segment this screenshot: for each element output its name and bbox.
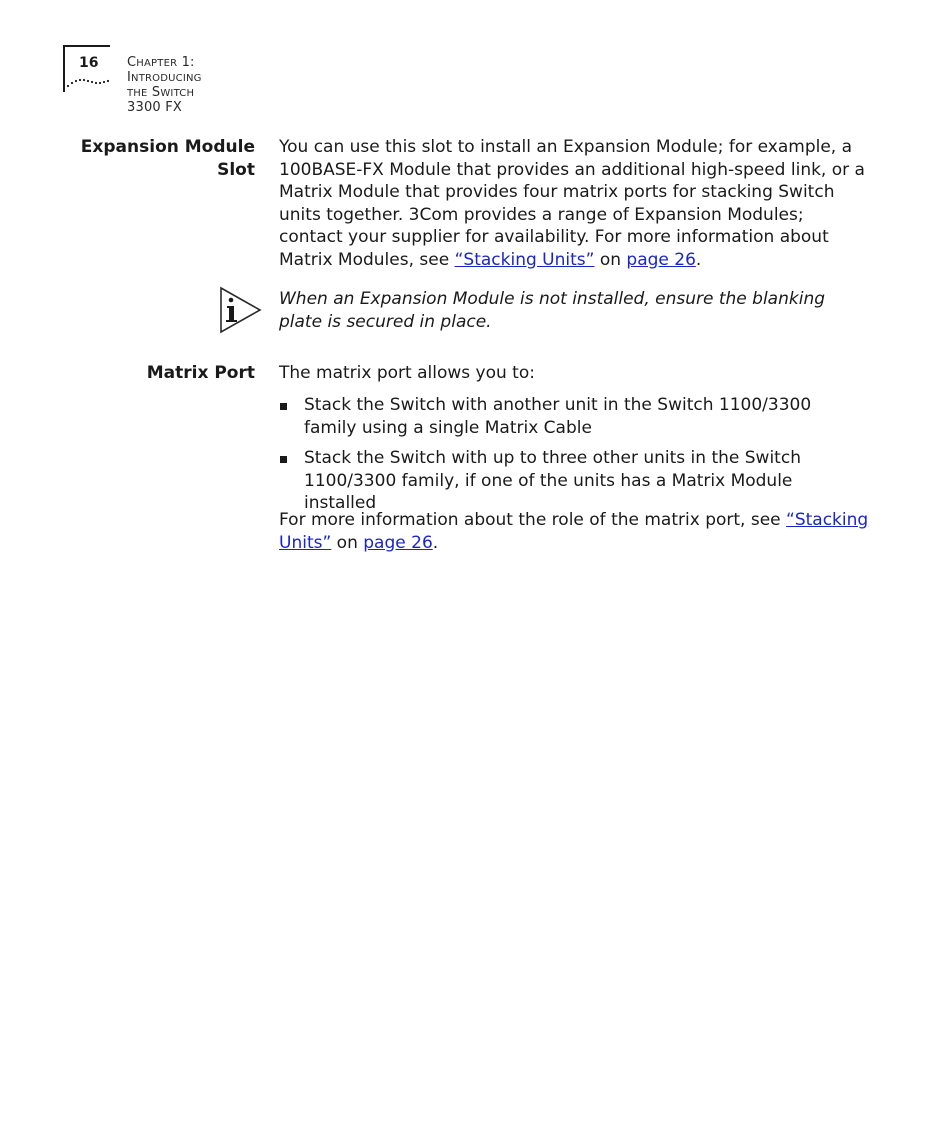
header-rule-horizontal [63, 45, 110, 47]
page-26-link[interactable]: page 26 [626, 249, 696, 270]
expansion-module-paragraph: You can use this slot to install an Expansion Module; for example, a 100BASE-FX Module that provides an additional high-speed link, or a Matrix Module that provides four matrix ports for stacking Switch units together. 3Com provides a range of Expansion Modules; contact your supplier for availability. For more information about Matrix Modules, see “Stacking Units” on page 26. [279, 137, 865, 270]
bullet-icon [280, 403, 287, 410]
list-item: Stack the Switch with another unit in the Switch 1100/3300 family using a single Matrix Cable [279, 394, 869, 439]
matrix-port-intro: The matrix port allows you to: [279, 363, 535, 383]
header-rule-vertical [63, 45, 65, 92]
matrix-port-heading: Matrix Port [146, 363, 255, 383]
page-26-link-2[interactable]: page 26 [363, 532, 433, 553]
bullet-icon [280, 456, 287, 463]
expansion-module-slot-heading: Expansion Module Slot [80, 137, 255, 180]
matrix-port-bullet-list [279, 394, 869, 523]
stacking-units-link[interactable]: “Stacking Units” [454, 249, 595, 270]
note-text: When an Expansion Module is not installed, ensure the blanking plate is secured in place. [279, 289, 826, 332]
running-head: CHAPTER 1: INTRODUCING THE SWITCH 3300 FX [127, 55, 202, 115]
matrix-port-more-info: For more information about the role of the matrix port, see “Stacking Units” on page 26. [279, 510, 869, 553]
stacking-units-link-2[interactable]: “Stacking Units” [279, 510, 869, 553]
dotted-decoration-icon [66, 76, 114, 90]
list-item: Stack the Switch with up to three other units in the Switch 1100/3300 family, if one of the units has a Matrix Module installed [279, 447, 869, 515]
info-icon [218, 286, 262, 334]
page-number: 16 [79, 55, 99, 71]
